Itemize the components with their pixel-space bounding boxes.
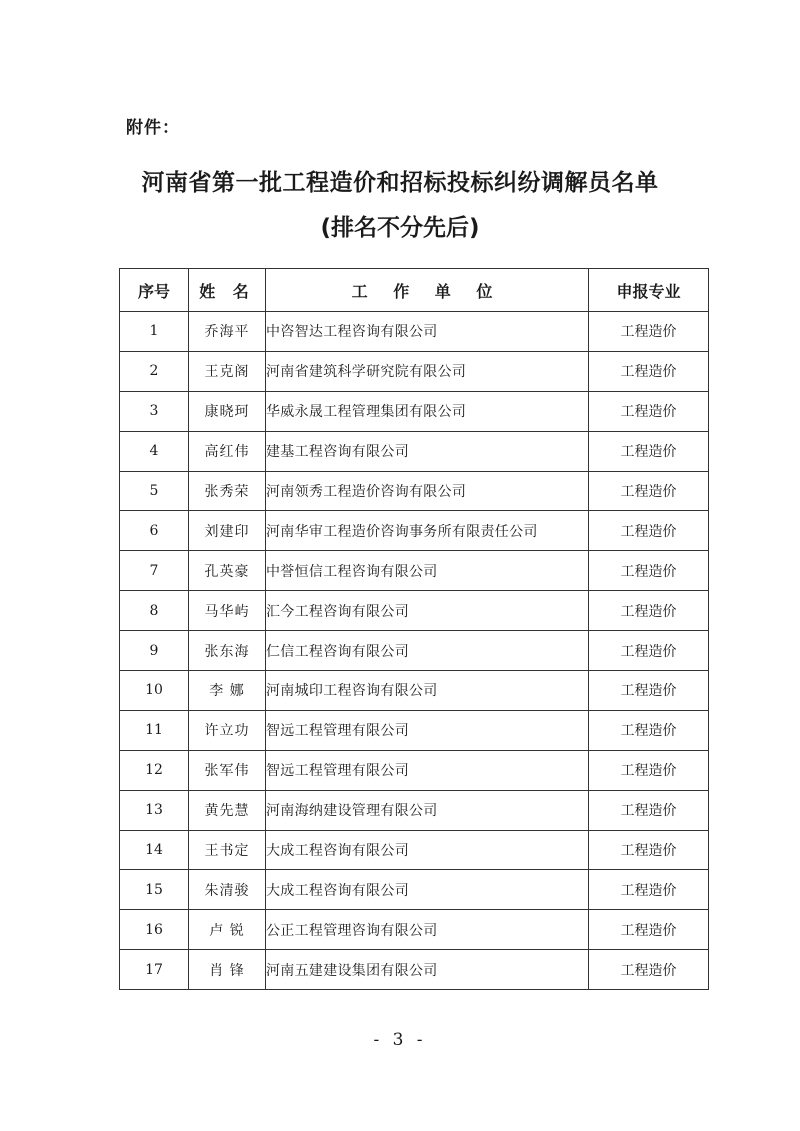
row-unit: 大成工程咨询有限公司: [266, 870, 589, 910]
row-name: 李 娜: [189, 671, 266, 711]
row-major: 工程造价: [589, 750, 709, 790]
row-unit: 汇今工程咨询有限公司: [266, 591, 589, 631]
row-number: 12: [120, 750, 189, 790]
row-unit: 大成工程咨询有限公司: [266, 830, 589, 870]
row-unit: 公正工程管理咨询有限公司: [266, 910, 589, 950]
row-number: 5: [120, 471, 189, 511]
row-name: 高红伟: [189, 431, 266, 471]
row-name: 乔海平: [189, 312, 266, 352]
table-row: [120, 391, 709, 431]
row-major: 工程造价: [589, 312, 709, 352]
row-number: 8: [120, 591, 189, 631]
row-number: 2: [120, 351, 189, 391]
table-row: [120, 790, 709, 830]
table-row: [120, 750, 709, 790]
table-row: [120, 631, 709, 671]
row-name: 朱清骏: [189, 870, 266, 910]
row-major: 工程造价: [589, 830, 709, 870]
row-unit: 建基工程咨询有限公司: [266, 431, 589, 471]
table-row: [120, 511, 709, 551]
table-row: [120, 431, 709, 471]
column-header-major: 申报专业: [589, 269, 709, 312]
table-body: [120, 312, 709, 990]
row-major: 工程造价: [589, 631, 709, 671]
row-unit: 智远工程管理有限公司: [266, 750, 589, 790]
mediator-roster-table: [119, 268, 709, 990]
row-name: 王书定: [189, 830, 266, 870]
row-unit: 河南海纳建设管理有限公司: [266, 790, 589, 830]
row-number: 17: [120, 950, 189, 990]
table-row: [120, 710, 709, 750]
row-unit: 河南华审工程造价咨询事务所有限责任公司: [266, 511, 589, 551]
row-major: 工程造价: [589, 511, 709, 551]
row-number: 4: [120, 431, 189, 471]
row-unit: 华威永晟工程管理集团有限公司: [266, 391, 589, 431]
row-number: 6: [120, 511, 189, 551]
row-number: 15: [120, 870, 189, 910]
table-row: [120, 830, 709, 870]
row-major: 工程造价: [589, 551, 709, 591]
table-row: [120, 591, 709, 631]
row-number: 16: [120, 910, 189, 950]
column-header-name: 姓 名: [189, 269, 266, 312]
row-major: 工程造价: [589, 351, 709, 391]
row-name: 张东海: [189, 631, 266, 671]
row-major: 工程造价: [589, 391, 709, 431]
page-number: - 3 -: [373, 1030, 427, 1050]
row-unit: 中咨智达工程咨询有限公司: [266, 312, 589, 352]
row-name: 张军伟: [189, 750, 266, 790]
row-number: 7: [120, 551, 189, 591]
row-major: 工程造价: [589, 950, 709, 990]
row-major: 工程造价: [589, 671, 709, 711]
row-number: 9: [120, 631, 189, 671]
row-number: 11: [120, 710, 189, 750]
row-name: 黄先慧: [189, 790, 266, 830]
row-unit: 智远工程管理有限公司: [266, 710, 589, 750]
table-row: [120, 870, 709, 910]
document-title: 河南省第一批工程造价和招标投标纠纷调解员名单: [141, 170, 659, 196]
row-number: 10: [120, 671, 189, 711]
row-unit: 河南城印工程咨询有限公司: [266, 671, 589, 711]
row-name: 张秀荣: [189, 471, 266, 511]
row-name: 马华屿: [189, 591, 266, 631]
table-row: [120, 351, 709, 391]
table-row: [120, 910, 709, 950]
row-name: 孔英豪: [189, 551, 266, 591]
row-name: 刘建印: [189, 511, 266, 551]
row-name: 王克阁: [189, 351, 266, 391]
table-row: [120, 471, 709, 511]
row-name: 肖 锋: [189, 950, 266, 990]
row-unit: 河南五建建设集团有限公司: [266, 950, 589, 990]
row-number: 1: [120, 312, 189, 352]
row-name: 许立功: [189, 710, 266, 750]
row-major: 工程造价: [589, 471, 709, 511]
row-unit: 河南领秀工程造价咨询有限公司: [266, 471, 589, 511]
document-subtitle: (排名不分先后): [320, 215, 480, 241]
row-major: 工程造价: [589, 710, 709, 750]
row-major: 工程造价: [589, 790, 709, 830]
table-row: [120, 312, 709, 352]
row-number: 14: [120, 830, 189, 870]
row-number: 13: [120, 790, 189, 830]
table-header: [120, 269, 709, 312]
table-row: [120, 671, 709, 711]
row-unit: 中誉恒信工程咨询有限公司: [266, 551, 589, 591]
row-major: 工程造价: [589, 910, 709, 950]
row-number: 3: [120, 391, 189, 431]
header-row: [120, 269, 709, 312]
column-header-unit: 工 作 单 位: [266, 269, 589, 312]
row-major: 工程造价: [589, 870, 709, 910]
table-row: [120, 551, 709, 591]
row-name: 康晓珂: [189, 391, 266, 431]
row-major: 工程造价: [589, 431, 709, 471]
row-major: 工程造价: [589, 591, 709, 631]
attachment-label: 附件：: [126, 118, 180, 138]
column-header-number: 序号: [120, 269, 189, 312]
row-unit: 河南省建筑科学研究院有限公司: [266, 351, 589, 391]
row-name: 卢 锐: [189, 910, 266, 950]
table-row: [120, 950, 709, 990]
row-unit: 仁信工程咨询有限公司: [266, 631, 589, 671]
